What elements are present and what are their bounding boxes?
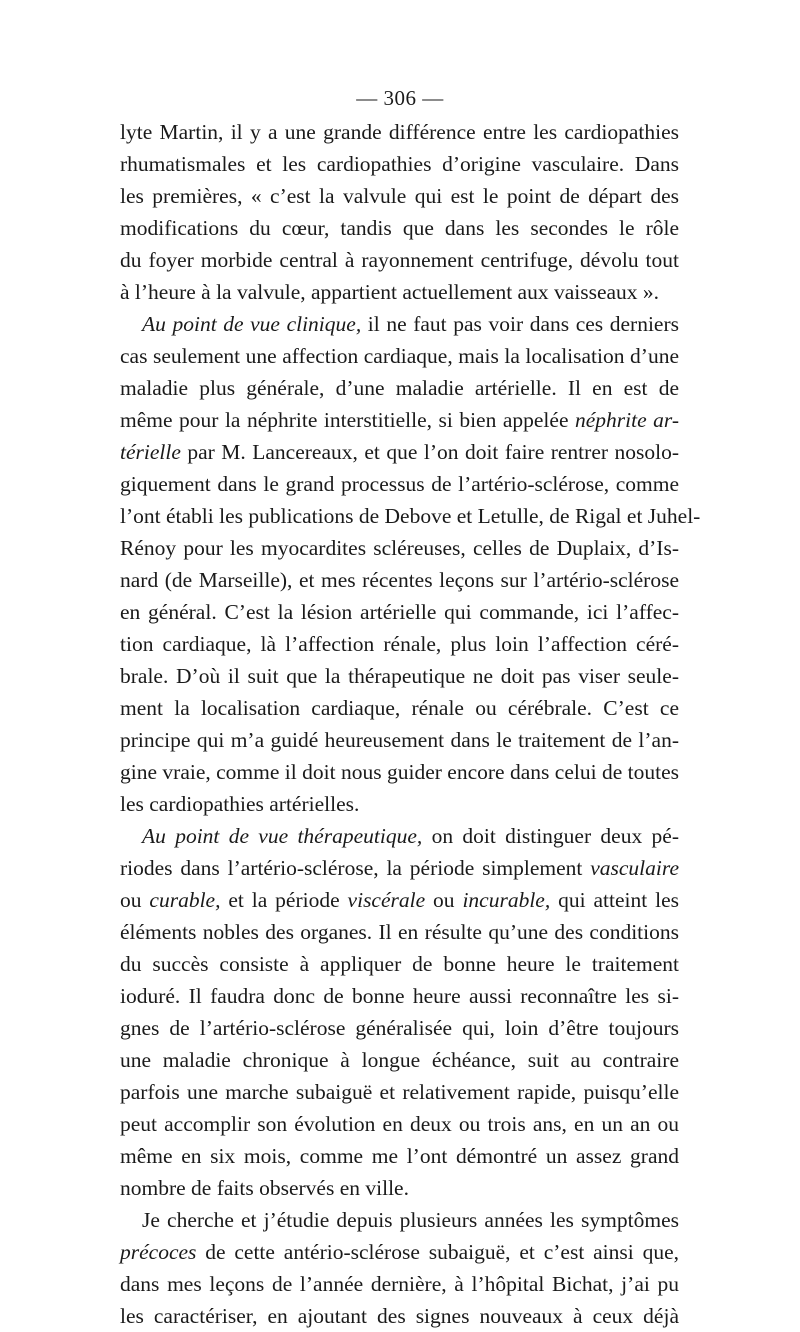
text-line [120,500,701,532]
text-line [120,788,679,820]
text-run: ou [120,888,150,912]
italic-run: curable, [149,888,221,912]
text-run: dans mes leçons de l’année dernière, à l’hôpital Bichat, j’ai pu [120,1272,679,1296]
text-run: même en six mois, comme me l’ont démontré un assez grand [120,1144,679,1168]
text-run: on doit distinguer deux pé- [422,824,679,848]
text-line [120,1268,679,1300]
text-line [120,1108,679,1140]
text-run: lyte Martin, il y a une grande différence entre les cardiopathies [120,120,679,144]
text-line [120,724,679,756]
text-line [120,148,679,180]
text-line [120,116,679,148]
italic-run: Au point de vue clinique, [142,312,362,336]
text-line [120,1172,679,1204]
text-run: qui atteint les [550,888,680,912]
text-run: parfois une marche subaiguë et relativement rapide, puisqu’elle [120,1080,679,1104]
text-run: nombre de faits observés en ville. [120,1176,409,1200]
text-line [120,308,679,340]
text-run: modifications du cœur, tandis que dans les secondes le rôle [120,216,679,240]
text-run: et la période [220,888,348,912]
page-number-header: — 306 — [356,86,444,110]
italic-run: térielle [120,440,181,464]
text-run: giquement dans le grand processus de l’artério-sclérose, comme [120,472,679,496]
text-line [120,852,679,884]
text-run: l’ont établi les publications de Debove et Letulle, de Rigal et Juhel- [120,504,701,528]
text-line [120,564,679,596]
text-run: ou [425,888,463,912]
text-line [120,948,679,980]
text-line [120,1076,679,1108]
text-run: de cette antério-sclérose subaiguë, et c’est ainsi que, [196,1240,679,1264]
text-run: même pour la néphrite interstitielle, si bien appelée [120,408,575,432]
text-run: ioduré. Il faudra donc de bonne heure aussi reconnaître les si- [120,984,679,1008]
text-run: à l’heure à la valvule, appartient actuellement aux vaisseaux ». [120,280,660,304]
text-run: Rénoy pour les myocardites scléreuses, celles de Duplaix, d’Is- [120,536,679,560]
text-run: en général. C’est la lésion artérielle qui commande, ici l’affec- [120,600,679,624]
text-run: gine vraie, comme il doit nous guider encore dans celui de toutes [120,760,679,784]
italic-run: viscérale [347,888,426,912]
italic-run: vasculaire [590,856,679,880]
text-run: gnes de l’artério-sclérose généralisée qui, loin d’être toujours [120,1016,679,1040]
text-line [120,596,679,628]
text-line [120,404,679,436]
text-line [120,980,679,1012]
text-line [120,1236,679,1268]
text-line [120,756,679,788]
text-run: rhumatismales et les cardiopathies d’origine vasculaire. Dans [120,152,679,176]
text-line [120,1204,679,1236]
text-run: les premières, « c’est la valvule qui est le point de départ des [120,184,679,208]
text-run: brale. D’où il suit que la thérapeutique ne doit pas viser seule- [120,664,679,688]
text-line [120,916,679,948]
text-line [120,340,679,372]
text-line [120,1300,679,1332]
text-line [120,180,679,212]
text-run: tion cardiaque, là l’affection rénale, plus loin l’affection céré- [120,632,679,656]
text-run: une maladie chronique à longue échéance, suit au contraire [120,1048,679,1072]
text-run: nard (de Marseille), et mes récentes leçons sur l’artério-sclérose [120,568,679,592]
italic-run: incurable, [462,888,551,912]
text-run: cas seulement une affection cardiaque, mais la localisation d’une [120,344,679,368]
text-run: Je cherche et j’étudie depuis plusieurs années les symptômes [142,1208,679,1232]
text-line [120,212,679,244]
text-run: éléments nobles des organes. Il en résulte qu’une des conditions [120,920,679,944]
text-line [120,532,679,564]
text-line [120,628,679,660]
text-run: les caractériser, en ajoutant des signes nouveaux à ceux déjà [120,1304,679,1328]
text-run: du foyer morbide central à rayonnement centrifuge, dévolu tout [120,248,679,272]
text-line [120,1012,679,1044]
body-text [120,116,701,1332]
text-line [120,468,679,500]
text-line [120,1044,679,1076]
text-run: les cardiopathies artérielles. [120,792,360,816]
text-run: principe qui m’a guidé heureusement dans le traitement de l’an- [120,728,679,752]
text-run: riodes dans l’artério-sclérose, la période simplement [120,856,591,880]
text-run: du succès consiste à appliquer de bonne heure le traitement [120,952,679,976]
text-line [120,692,679,724]
text-run: peut accomplir son évolution en deux ou trois ans, en un an ou [120,1112,679,1136]
italic-run: précoces [120,1240,197,1264]
text-line [120,276,679,308]
text-line [120,820,679,852]
text-run: par M. Lancereaux, et que l’on doit faire rentrer nosolo- [180,440,679,464]
text-line [120,660,679,692]
text-line [120,436,679,468]
text-line [120,884,679,916]
text-line [120,244,679,276]
text-line [120,372,679,404]
text-run: maladie plus générale, d’une maladie artérielle. Il en est de [120,376,679,400]
text-run: il ne faut pas voir dans ces derniers [361,312,679,336]
italic-run: néphrite ar- [575,408,679,432]
text-line [120,1140,679,1172]
text-run: ment la localisation cardiaque, rénale ou cérébrale. C’est ce [120,696,679,720]
italic-run: Au point de vue thérapeutique, [142,824,423,848]
